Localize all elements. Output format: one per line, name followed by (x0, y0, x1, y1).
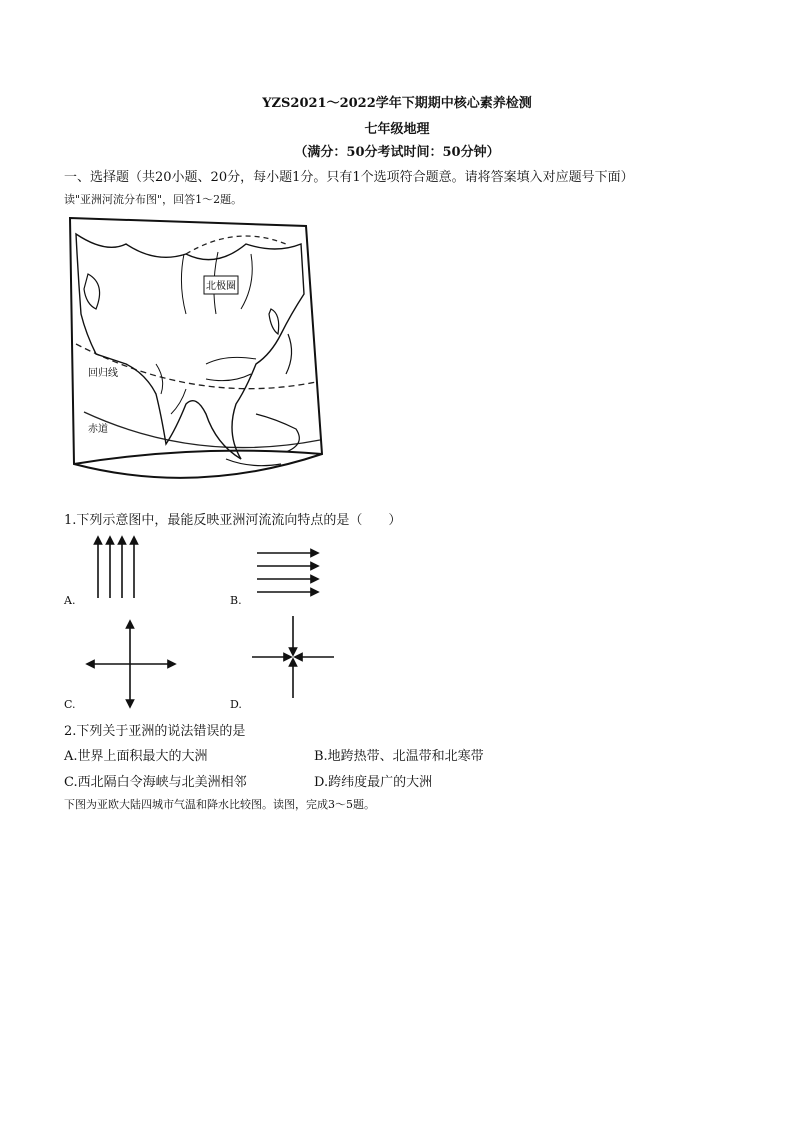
exam-score-info: （满分：50分考试时间：50分钟） (294, 145, 500, 160)
q2-stem: 2.下列关于亚洲的说法错误的是 (64, 724, 246, 739)
q1-diagram-d (248, 612, 338, 702)
map-intro: 读"亚洲河流分布图"，回答1～2题。 (64, 193, 243, 206)
map-label-tropic: 回归线 (88, 368, 118, 379)
q1-option-b: B. (230, 594, 242, 607)
map-label-arctic: 北极圈 (206, 281, 236, 292)
q1-option-c: C. (64, 698, 76, 711)
q3-intro: 下图为亚欧大陆四城市气温和降水比较图。读图，完成3～5题。 (64, 798, 375, 811)
q1-diagram-c (84, 618, 180, 710)
q1-option-d: D. (230, 698, 242, 711)
exam-title: YZS2021～2022学年下期期中核心素养检测 (262, 96, 532, 111)
q2-option-c: C.西北隔白令海峡与北美洲相邻 (64, 775, 247, 790)
q2-option-a: A.世界上面积最大的大洲 (64, 749, 208, 764)
q2-option-b: B.地跨热带、北温带和北寒带 (314, 749, 484, 764)
exam-subject: 七年级地理 (364, 122, 430, 137)
q2-option-d: D.跨纬度最广的大洲 (314, 775, 433, 790)
q1-stem: 1.下列示意图中，最能反映亚洲河流流向特点的是（ ） (64, 513, 402, 528)
q1-diagram-a (90, 532, 150, 602)
map-label-equator: 赤道 (88, 424, 108, 435)
q1-option-a: A. (64, 594, 76, 607)
section-heading: 一、选择题（共20小题、20分，每小题1分。只有1个选项符合题意。请将答案填入对应题号下面） (64, 170, 634, 185)
asia-river-map (66, 214, 328, 496)
q1-diagram-b (255, 545, 325, 600)
